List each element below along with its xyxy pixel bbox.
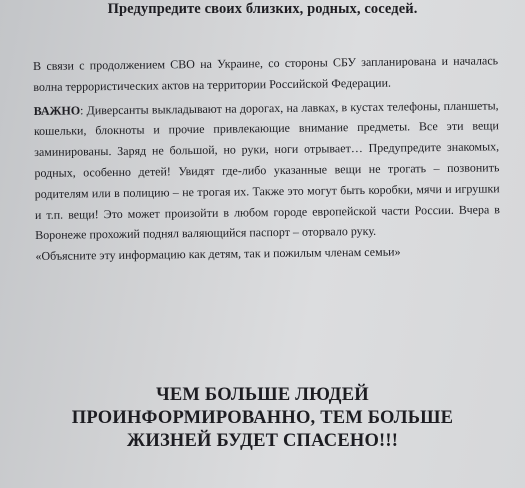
important-label: ВАЖНО <box>33 103 81 118</box>
slogan-line-1: ЧЕМ БОЛЬШЕ ЛЮДЕЙ <box>156 385 369 405</box>
warning-text: : Диверсанты выкладывают на дорогах, на лавках, в кустах телефоны, планшеты, кошельки, блокноты и прочие привлекающие внимание предметы. Все эти вещи заминированы. Заряд не большой, но руки, ноги отрывает… Предупредите знакомых, родных, особенно детей! Увидят где-либо указанные вещи не трогать – позвонить родителям или в полицию – не трогая их. Также это могут быть коробки, мячи и игрушки и т.п. вещи! Это может произойти в любом городе европейской части России. Вчера в Воронеже прохожий поднял валяющийся паспорт – оторвало руку. <box>33 97 500 243</box>
slogan-line-2: ПРОИНФОРМИРОВАННО, ТЕМ БОЛЬШЕ <box>71 408 454 428</box>
slogan-line-3: ЖИЗНЕЙ БУДЕТ СПАСЕНО!!! <box>126 431 399 451</box>
document-body <box>33 50 501 267</box>
appeal-paragraph: «Объясните эту информацию как детям, так и пожилым членам семьи» <box>35 244 401 264</box>
closing-slogan <box>0 384 525 453</box>
document-heading: Предупредите своих близких, родных, соседей. <box>107 1 418 17</box>
intro-paragraph: В связи с продолжением СВО на Украине, со стороны СБУ запланирована и началась волна террористических актов на территории Российской Федерации. <box>33 53 499 94</box>
warning-paragraph <box>34 95 501 246</box>
